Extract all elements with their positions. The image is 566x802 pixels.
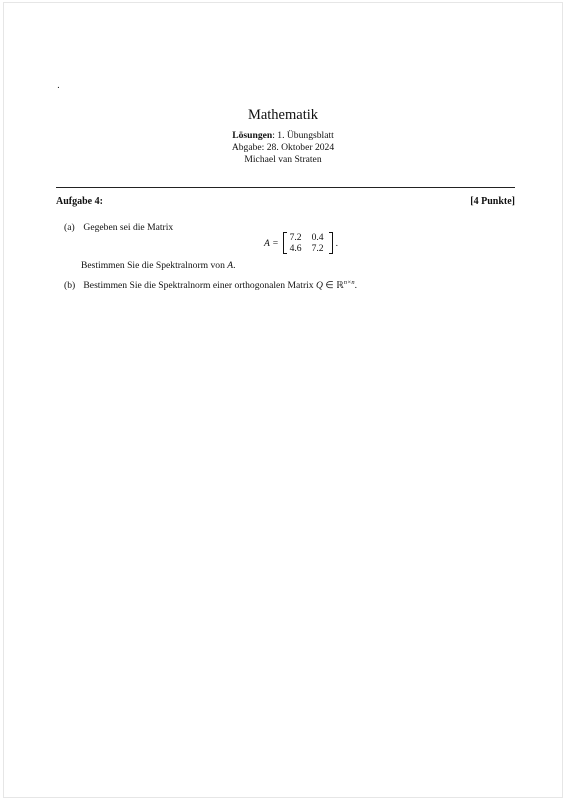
- document-page: [3, 2, 563, 798]
- matrix-cell: 7.2: [311, 243, 324, 254]
- sheet-number: : 1. Übungsblatt: [272, 130, 334, 141]
- task-points: [4 Punkte]: [470, 196, 515, 207]
- subtask-a-variable: A: [227, 260, 234, 271]
- solutions-label: Lösungen: [232, 130, 273, 141]
- matrix-equation: [264, 232, 338, 254]
- matrix-a: [283, 232, 333, 254]
- subtask-a-label: (a): [64, 222, 75, 233]
- sheet-line: [4, 130, 562, 142]
- subtask-b-exponent: n×n: [343, 279, 355, 286]
- author-name: Michael van Straten: [244, 154, 322, 165]
- subtask-b-text: Bestimmen Sie die Spektralnorm einer orthogonalen Matrix: [83, 280, 314, 291]
- subtask-b-variable: Q: [316, 280, 323, 291]
- task-title: Aufgabe 4:: [56, 196, 103, 207]
- document-header: [4, 107, 562, 166]
- matrix-lhs: A =: [264, 237, 279, 249]
- subtask-a-question-text: Bestimmen Sie die Spektralnorm von: [81, 260, 225, 271]
- stray-dot: .: [57, 81, 60, 91]
- matrix-period: .: [335, 237, 338, 249]
- subtask-b: [64, 279, 357, 291]
- subtask-b-set: ∈ ℝ: [325, 280, 344, 291]
- subtask-a-text: Gegeben sei die Matrix: [83, 222, 174, 233]
- subtask-b-label: (b): [64, 280, 76, 291]
- subtask-b-period: .: [354, 280, 358, 291]
- page-title: Mathematik: [247, 107, 319, 123]
- matrix-cell: 0.4: [311, 232, 324, 243]
- subtask-a-period: .: [233, 260, 236, 271]
- due-date: Abgabe: 28. Oktober 2024: [231, 142, 335, 153]
- subtask-a-question: [81, 260, 236, 271]
- matrix-cell: 7.2: [289, 232, 302, 243]
- subtask-a: [64, 222, 173, 233]
- horizontal-rule: [56, 187, 515, 188]
- matrix-cell: 4.6: [289, 243, 302, 254]
